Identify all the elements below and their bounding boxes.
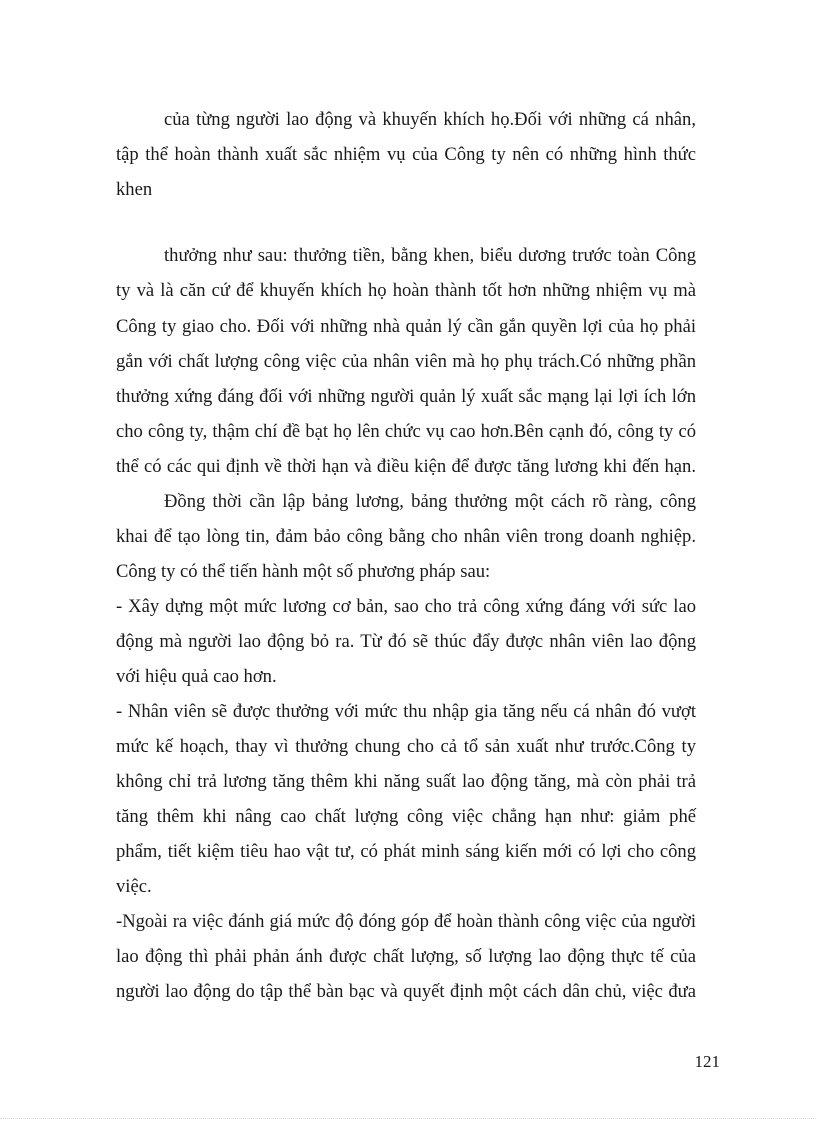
text-line: thưởng như sau: thưởng tiền, bằng khen, biểu dương trước toàn Công bbox=[164, 245, 696, 266]
text-line: người lao động do tập thể bàn bạc và quyết định một cách dân chủ, việc đưa bbox=[116, 981, 696, 1002]
text-line: mức kế hoạch, thay vì thưởng chung cho cả tổ sản xuất như trước.Công ty bbox=[116, 736, 696, 757]
text-line: - Xây dựng một mức lương cơ bản, sao cho trả công xứng đáng với sức lao bbox=[116, 596, 696, 617]
text-line: lao động thì phải phản ánh được chất lượng, số lượng lao động thực tế của bbox=[116, 946, 696, 967]
text-line: gắn với chất lượng công việc của nhân viên mà họ phụ trách.Có những phần bbox=[116, 351, 696, 372]
page-bottom-divider bbox=[0, 1118, 816, 1119]
text-line: phẩm, tiết kiệm tiêu hao vật tư, có phát minh sáng kiến mới có lợi cho công bbox=[116, 841, 696, 862]
text-line: khen bbox=[116, 179, 153, 200]
text-line: việc. bbox=[116, 876, 152, 897]
text-line: cho công ty, thậm chí đề bạt họ lên chức vụ cao hơn.Bên cạnh đó, công ty có bbox=[116, 421, 696, 442]
text-line: - Nhân viên sẽ được thưởng với mức thu nhập gia tăng nếu cá nhân đó vượt bbox=[116, 701, 696, 722]
text-line: không chỉ trả lương tăng thêm khi năng suất lao động tăng, mà còn phải trả bbox=[116, 771, 696, 792]
text-line: của từng người lao động và khuyến khích họ.Đối với những cá nhân, bbox=[164, 109, 696, 130]
text-line: Công ty giao cho. Đối với những nhà quản lý cần gắn quyền lợi của họ phải bbox=[116, 316, 696, 337]
text-line: -Ngoài ra việc đánh giá mức độ đóng góp để hoàn thành công việc của người bbox=[116, 911, 696, 932]
text-line: động mà người lao động bỏ ra. Từ đó sẽ thúc đẩy được nhân viên lao động bbox=[116, 631, 696, 652]
text-line: ty và là căn cứ để khuyến khích họ hoàn thành tốt hơn những nhiệm vụ mà bbox=[116, 280, 696, 301]
text-line: tăng thêm khi nâng cao chất lượng công việc chẳng hạn như: giảm phế bbox=[116, 806, 696, 827]
text-line: thể có các qui định về thời hạn và điều kiện để được tăng lương khi đến hạn. bbox=[116, 456, 696, 477]
text-line: thưởng xứng đáng đối với những người quản lý xuất sắc mạng lại lợi ích lớn bbox=[116, 386, 696, 407]
text-line: với hiệu quả cao hơn. bbox=[116, 666, 277, 687]
text-line: Đồng thời cần lập bảng lương, bảng thưởng một cách rõ ràng, công bbox=[164, 491, 696, 512]
text-line: khai để tạo lòng tin, đảm bảo công bằng cho nhân viên trong doanh nghiệp. bbox=[116, 526, 696, 547]
text-line: Công ty có thể tiến hành một số phương pháp sau: bbox=[116, 561, 491, 582]
page-number: 121 bbox=[694, 1052, 720, 1071]
text-line: tập thể hoàn thành xuất sắc nhiệm vụ của Công ty nên có những hình thức bbox=[116, 144, 696, 165]
